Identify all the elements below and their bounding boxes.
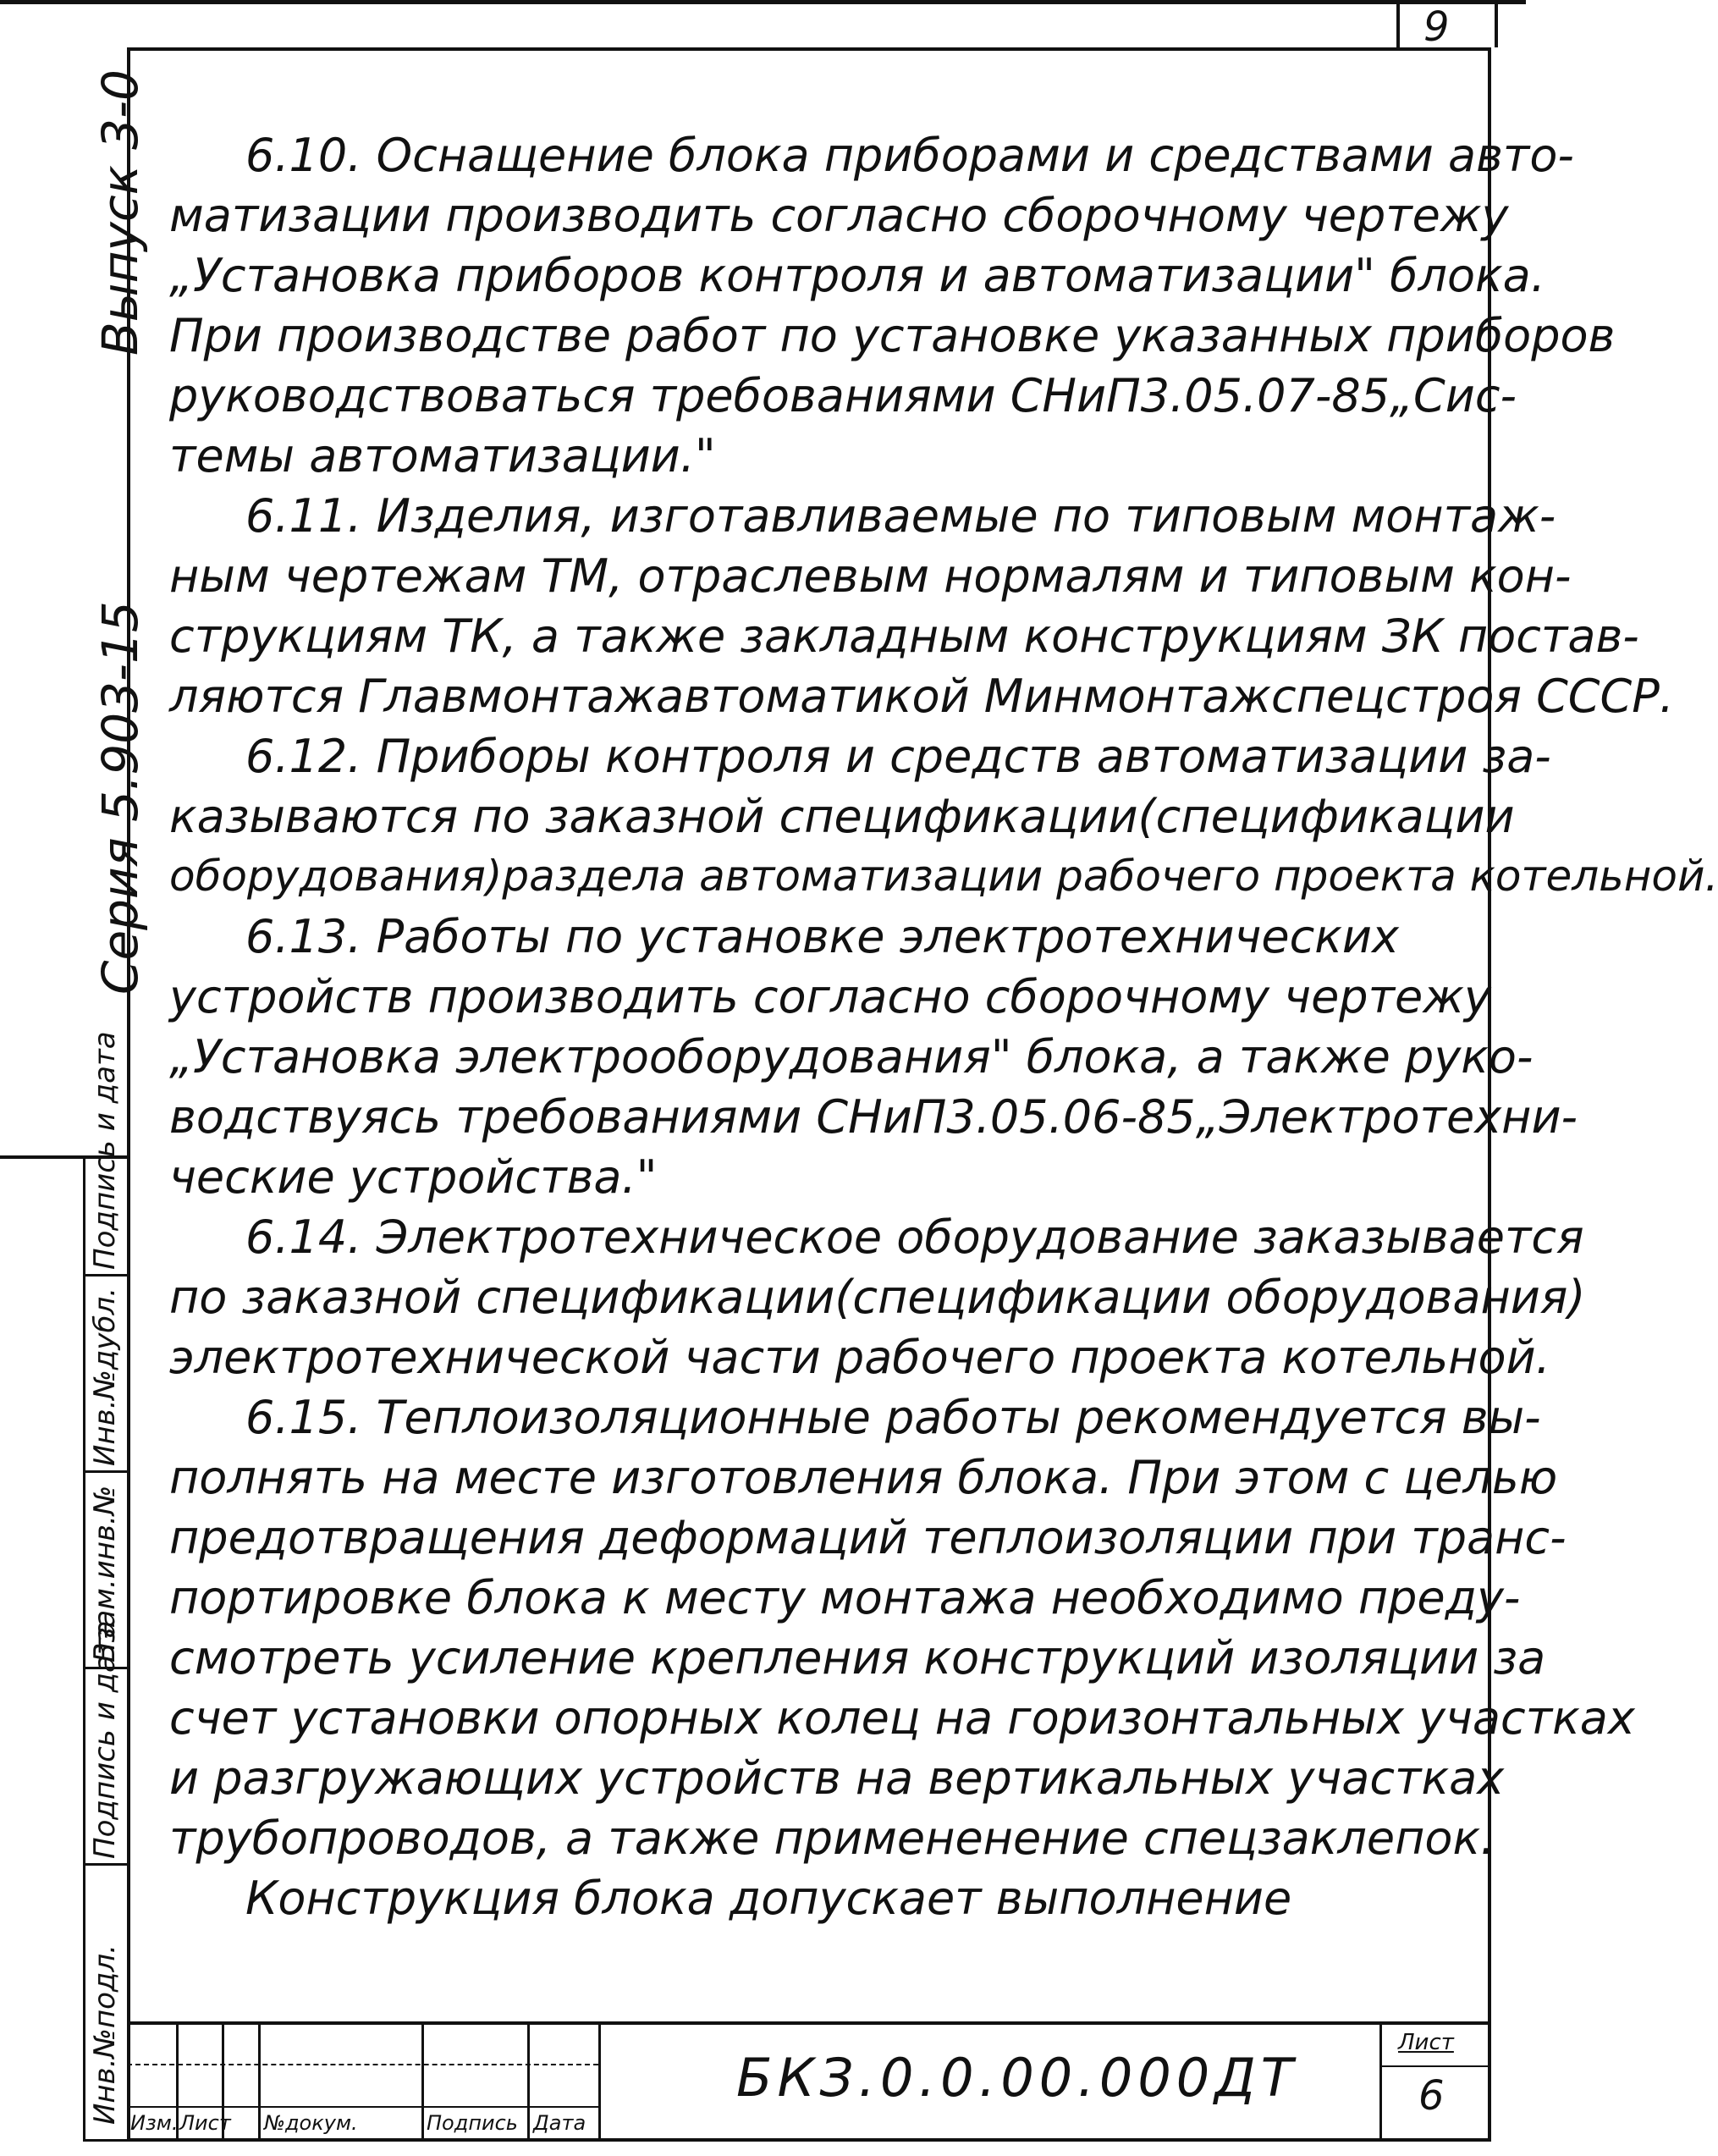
- text-line: ляются Главмонтажавтоматикой Минмонтажспецстроя СССР.: [169, 670, 1674, 723]
- series-issue-label: Выпуск 3-0: [91, 69, 149, 356]
- text-line: предотвращения деформаций теплоизоляции при транс-: [169, 1511, 1567, 1564]
- text-line: счет установки опорных колец на горизонтальных участках: [169, 1691, 1635, 1745]
- stamp-label-signature-date-1: Подпись и дата: [88, 1620, 122, 1859]
- col-label-doc-number: №докум.: [264, 2111, 358, 2135]
- text-line: 6.12. Приборы контроля и средств автоматизации за-: [245, 730, 1551, 783]
- title-block-divider: [1379, 2021, 1382, 2142]
- text-line: портировке блока к месту монтажа необходимо преду-: [169, 1571, 1521, 1624]
- text-line: оборудования)раздела автоматизации рабочего проекта котельной.: [169, 852, 1718, 901]
- col-label-date: Дата: [533, 2111, 586, 2135]
- title-block-divider: [258, 2021, 261, 2142]
- text-line: 6.13. Работы по установке электротехнических: [245, 910, 1399, 963]
- stamp-label-signature-date-2: Подпись и дата: [88, 1031, 122, 1270]
- title-block-row-line: [127, 2106, 598, 2108]
- stamp-label-inv-podl: Инв.№подл.: [88, 1944, 122, 2125]
- text-line: электротехнической части рабочего проекта котельной.: [169, 1331, 1550, 1384]
- text-line: 6.14. Электротехническое оборудование заказывается: [245, 1210, 1584, 1264]
- col-label-signature: Подпись: [427, 2111, 518, 2135]
- text-line: 6.11. Изделия, изготавливаемые по типовым монтаж-: [245, 489, 1556, 543]
- text-line: казываются по заказной спецификации(спецификации: [169, 790, 1515, 843]
- text-line: „Установка приборов контроля и автоматизации" блока.: [169, 249, 1545, 302]
- title-block-row-line: [1379, 2065, 1491, 2067]
- body-text: [169, 125, 1718, 1928]
- text-line: ческие устройства.": [169, 1150, 658, 1204]
- text-line: руководствоваться требованиями СНиП3.05.07-85„Сис-: [169, 369, 1517, 422]
- col-label-list: Лист: [179, 2111, 231, 2135]
- text-line: Конструкция блока допускает выполнение: [245, 1872, 1292, 1925]
- stamp-label-inv-dubl: Инв.№дубл.: [88, 1287, 122, 1466]
- text-line: 6.15. Теплоизоляционные работы рекомендуется вы-: [245, 1391, 1541, 1444]
- title-block-divider: [598, 2021, 601, 2142]
- top-rule: [0, 0, 1526, 4]
- series-code-label: Серия 5.903-15: [91, 601, 149, 995]
- title-block-divider: [421, 2021, 424, 2142]
- sheet-label: Лист: [1398, 2030, 1454, 2055]
- text-line: смотреть усиление крепления конструкций изоляции за: [169, 1631, 1546, 1685]
- document-code: БКЗ.0.0.00.000ДТ: [736, 2047, 1298, 2109]
- text-line: и разгружающих устройств на вертикальных участках: [169, 1751, 1505, 1805]
- stamp-label-vzam-inv: Взам.инв.№: [88, 1485, 122, 1662]
- title-block-row-line: [127, 2064, 598, 2065]
- text-line: трубопроводов, а также примененение спецзаклепок.: [169, 1811, 1495, 1865]
- text-line: водствуясь требованиями СНиП3.05.06-85„Электротехни-: [169, 1090, 1578, 1144]
- text-line: темы автоматизации.": [169, 429, 716, 482]
- sheet-value: 6: [1418, 2072, 1445, 2120]
- title-block-divider: [527, 2021, 530, 2142]
- text-line: струкциям ТК, а также закладным конструкциям ЗК постав-: [169, 609, 1639, 663]
- text-line: При производстве работ по установке указанных приборов: [169, 309, 1616, 362]
- text-line: 6.10. Оснащение блока приборами и средствами авто-: [245, 129, 1574, 182]
- text-line: по заказной спецификации(спецификации оборудования): [169, 1271, 1586, 1324]
- text-line: „Установка электрооборудования" блока, а также руко-: [169, 1030, 1534, 1084]
- sheet-number: 9: [1423, 3, 1450, 51]
- text-line: матизации производить согласно сборочному чертежу: [169, 189, 1509, 242]
- text-line: устройств производить согласно сборочному чертежу: [169, 970, 1491, 1023]
- col-label-izm: Изм.: [130, 2111, 179, 2135]
- text-line: ным чертежам ТМ, отраслевым нормалям и типовым кон-: [169, 549, 1572, 603]
- text-line: полнять на месте изготовления блока. При этом с целью: [169, 1451, 1558, 1504]
